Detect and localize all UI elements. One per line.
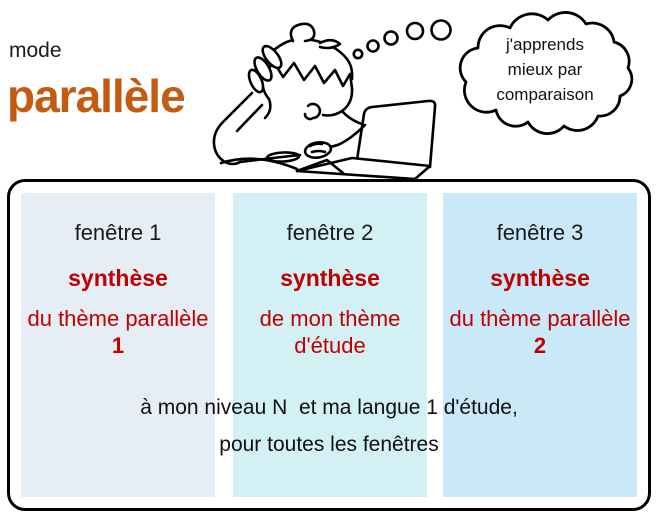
window-2-desc-line2: d'étude [294, 333, 366, 358]
footer-line-1: à mon niveau N et ma langue 1 d'étude, [140, 396, 518, 419]
window-2-desc-line1: de mon thème [259, 306, 401, 331]
window-3-desc-line1: du thème parallèle [449, 306, 631, 331]
thought-bubble-text [452, 32, 638, 107]
page-title: parallèle [7, 70, 185, 122]
windows-panel [7, 179, 651, 511]
window-3-label: fenêtre 3 [496, 220, 584, 245]
window-2-heading: synthèse [280, 265, 380, 291]
footer-line-2: pour toutes les fenêtres [219, 433, 439, 456]
window-1-desc-line2: 1 [111, 333, 125, 358]
thought-line-3: comparaison [496, 85, 594, 104]
window-1-heading: synthèse [68, 265, 168, 291]
window-1-label: fenêtre 1 [74, 220, 162, 245]
window-2-description [233, 305, 427, 359]
thought-line-2: mieux par [507, 60, 583, 79]
thought-trail-circles [354, 21, 451, 59]
window-3-desc-line2: 2 [533, 333, 547, 358]
window-3-heading: synthèse [490, 265, 590, 291]
thought-line-1: j'apprends [506, 35, 584, 54]
mode-label: mode [9, 39, 62, 62]
panel-footer [10, 389, 648, 463]
window-2-label: fenêtre 2 [286, 220, 374, 245]
window-1-description [21, 305, 215, 359]
window-1-desc-line1: du thème parallèle [27, 306, 209, 331]
window-3-description [443, 305, 637, 359]
